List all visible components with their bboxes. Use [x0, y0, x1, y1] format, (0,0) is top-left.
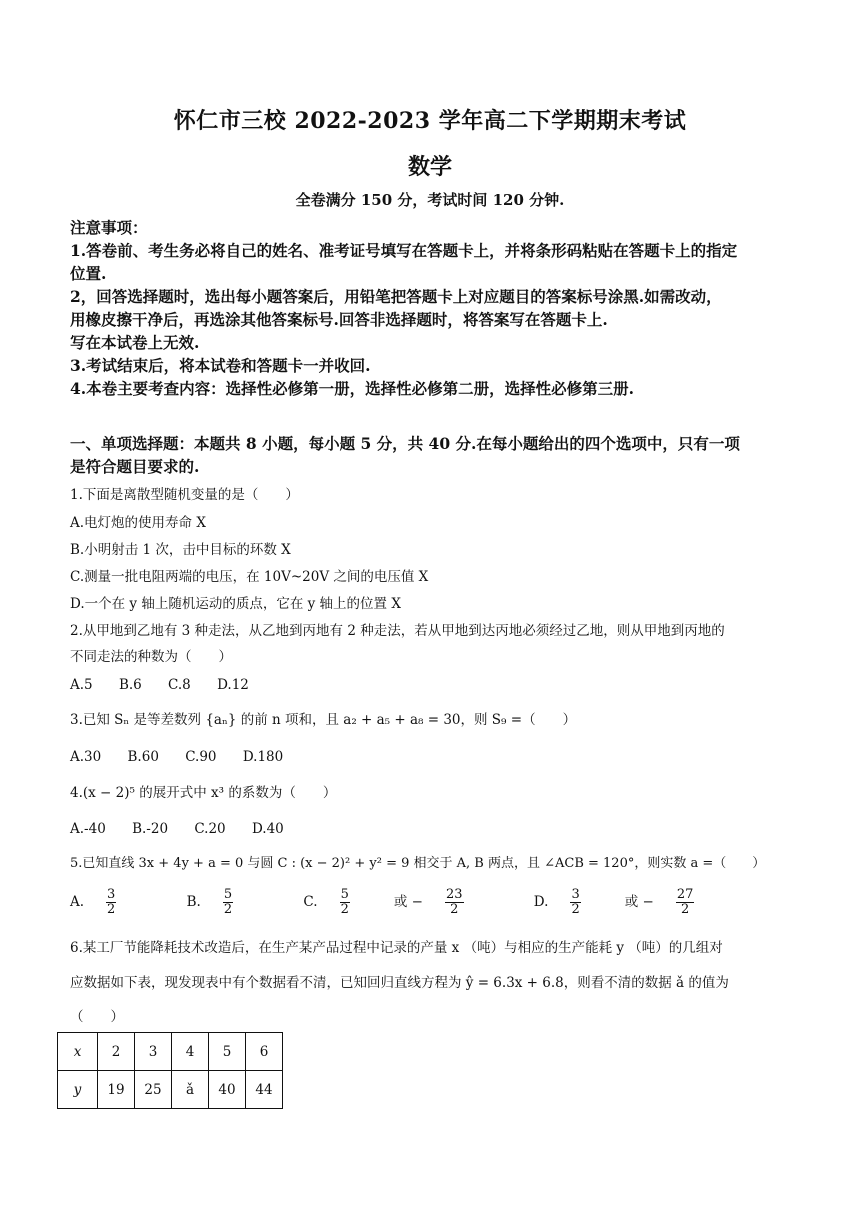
table-cell: 40: [209, 1071, 246, 1109]
section-line: 一、单项选择题：本题共 8 小题，每小题 5 分，共 40 分.在每小题给出的四个选项中，只有一项: [70, 434, 740, 453]
option-d: [533, 887, 739, 917]
numerator: 5: [223, 887, 233, 902]
numerator: 3: [107, 887, 116, 902]
question-3-options: [70, 749, 305, 765]
question-1-option-c: C.测量一批电阻两端的电压，在 10V~20V 之间的电压值 X: [70, 569, 429, 585]
question-1-option-b: B.小明射击 1 次，击中目标的环数 X: [70, 542, 291, 558]
option-d: D.40: [251, 821, 284, 837]
fraction: [223, 888, 255, 917]
notes-line: 2，回答选择题时，选出每小题答案后，用铅笔把答题卡上对应题目的答案标号涂黑.如需改动，: [70, 287, 722, 306]
question-1-option-d: D.一个在 y 轴上随机运动的质点，它在 y 轴上的位置 X: [70, 596, 401, 612]
option-c: [303, 887, 511, 917]
table-cell: 5: [209, 1033, 246, 1071]
option-a: [70, 887, 165, 917]
section-heading: [70, 432, 798, 478]
fraction: [676, 888, 717, 917]
option-b: B.-20: [132, 821, 169, 837]
option-label: D.: [533, 894, 549, 910]
option-b: B.60: [127, 749, 159, 765]
table-cell: ǎ: [172, 1071, 209, 1109]
table-cell: 2: [98, 1033, 135, 1071]
option-a: A.30: [70, 749, 102, 765]
question-1-stem: 1.下面是离散型随机变量的是（ ）: [70, 487, 299, 503]
question-2-stem-cont: 不同走法的种数为（ ）: [70, 649, 232, 665]
fraction: [106, 888, 138, 917]
option-a: A.5: [70, 677, 93, 693]
notes-line: 1.答卷前、考生务必将自己的姓名、准考证号填写在答题卡上，并将条形码粘贴在答题卡上的指定: [70, 241, 738, 260]
fraction: [445, 888, 486, 917]
table-cell: 19: [98, 1071, 135, 1109]
notes-line: 4.本卷主要考查内容：选择性必修第一册，选择性必修第二册，选择性必修第三册.: [70, 379, 635, 398]
table-cell: y: [58, 1071, 98, 1109]
question-5-options: [70, 888, 760, 917]
numerator: 5: [340, 887, 349, 902]
option-label: A.: [70, 894, 85, 910]
notes-line: 写在本试卷上无效.: [70, 333, 200, 352]
fraction: [570, 888, 602, 917]
question-4-options: [70, 821, 306, 837]
table-row: [58, 1071, 283, 1109]
denominator: 2: [680, 902, 690, 917]
option-d: D.180: [242, 749, 284, 765]
table-cell: 4: [172, 1033, 209, 1071]
numerator: 27: [676, 887, 694, 902]
table-cell: 25: [135, 1071, 172, 1109]
question-3-stem: 3.已知 Sₙ 是等差数列 {aₙ} 的前 n 项和，且 a₂ + a₅ + a₈ = 30，则 S₉ =（ ）: [70, 712, 577, 728]
or-text: 或 −: [393, 894, 423, 910]
question-2-stem: 2.从甲地到乙地有 3 种走法，从乙地到丙地有 2 种走法，若从甲地到达丙地必须经过乙地，则从甲地到丙地的: [70, 623, 725, 639]
fraction: [340, 888, 372, 917]
score-line: 全卷满分 150 分，考试时间 120 分钟.: [295, 191, 565, 209]
subject-title: 数学: [407, 154, 452, 180]
notes-block: [70, 216, 798, 400]
question-4-stem: 4.(x − 2)⁵ 的展开式中 x³ 的系数为（ ）: [70, 785, 337, 801]
question-2-options: [70, 677, 271, 693]
option-d: D.12: [217, 677, 249, 693]
denominator: 2: [340, 902, 349, 917]
option-c: C.8: [168, 677, 191, 693]
table-cell: x: [58, 1033, 98, 1071]
data-table: [57, 1032, 283, 1109]
denominator: 2: [223, 902, 233, 917]
option-a: A.-40: [70, 821, 106, 837]
denominator: 2: [571, 902, 580, 917]
option-b: B.6: [118, 677, 142, 693]
question-1-option-a: A.电灯炮的使用寿命 X: [70, 515, 206, 531]
question-6-stem-paren: （ ）: [70, 1009, 124, 1025]
option-label: C.: [303, 894, 318, 910]
notes-line: 位置.: [70, 264, 107, 283]
table-cell: 44: [246, 1071, 283, 1109]
table-cell: 3: [135, 1033, 172, 1071]
table-row: [58, 1033, 283, 1071]
option-b: [186, 887, 282, 917]
table-cell: 6: [246, 1033, 283, 1071]
exam-title: 怀仁市三校 2022-2023 学年高二下学期期末考试: [173, 108, 687, 134]
notes-line: 用橡皮擦干净后，再选涂其他答案标号.回答非选择题时，将答案写在答题卡上.: [70, 310, 608, 329]
question-6-stem: 6.某工厂节能降耗技术改造后，在生产某产品过程中记录的产量 x （吨）与相应的生产能耗 y （吨）的几组对: [70, 940, 723, 956]
or-text: 或 −: [624, 894, 654, 910]
numerator: 3: [571, 887, 580, 902]
option-label: B.: [186, 894, 201, 910]
option-c: C.20: [194, 821, 226, 837]
section-line: 是符合题目要求的.: [70, 457, 200, 476]
option-c: C.90: [185, 749, 217, 765]
notes-line: 3.考试结束后，将本试卷和答题卡一并收回.: [70, 356, 371, 375]
notes-heading: 注意事项：: [70, 218, 148, 237]
denominator: 2: [450, 902, 459, 917]
denominator: 2: [107, 902, 116, 917]
question-6-stem-cont: 应数据如下表，现发现表中有个数据看不清，已知回归直线方程为 ŷ = 6.3x + 6.8，则看不清的数据 ǎ 的值为: [70, 975, 729, 991]
question-5-stem: 5.已知直线 3x + 4y + a = 0 与圆 C : (x − 2)² + y² = 9 相交于 A, B 两点，且 ∠ACB = 120°，则实数 a =（ ）: [70, 856, 766, 871]
numerator: 23: [445, 887, 463, 902]
